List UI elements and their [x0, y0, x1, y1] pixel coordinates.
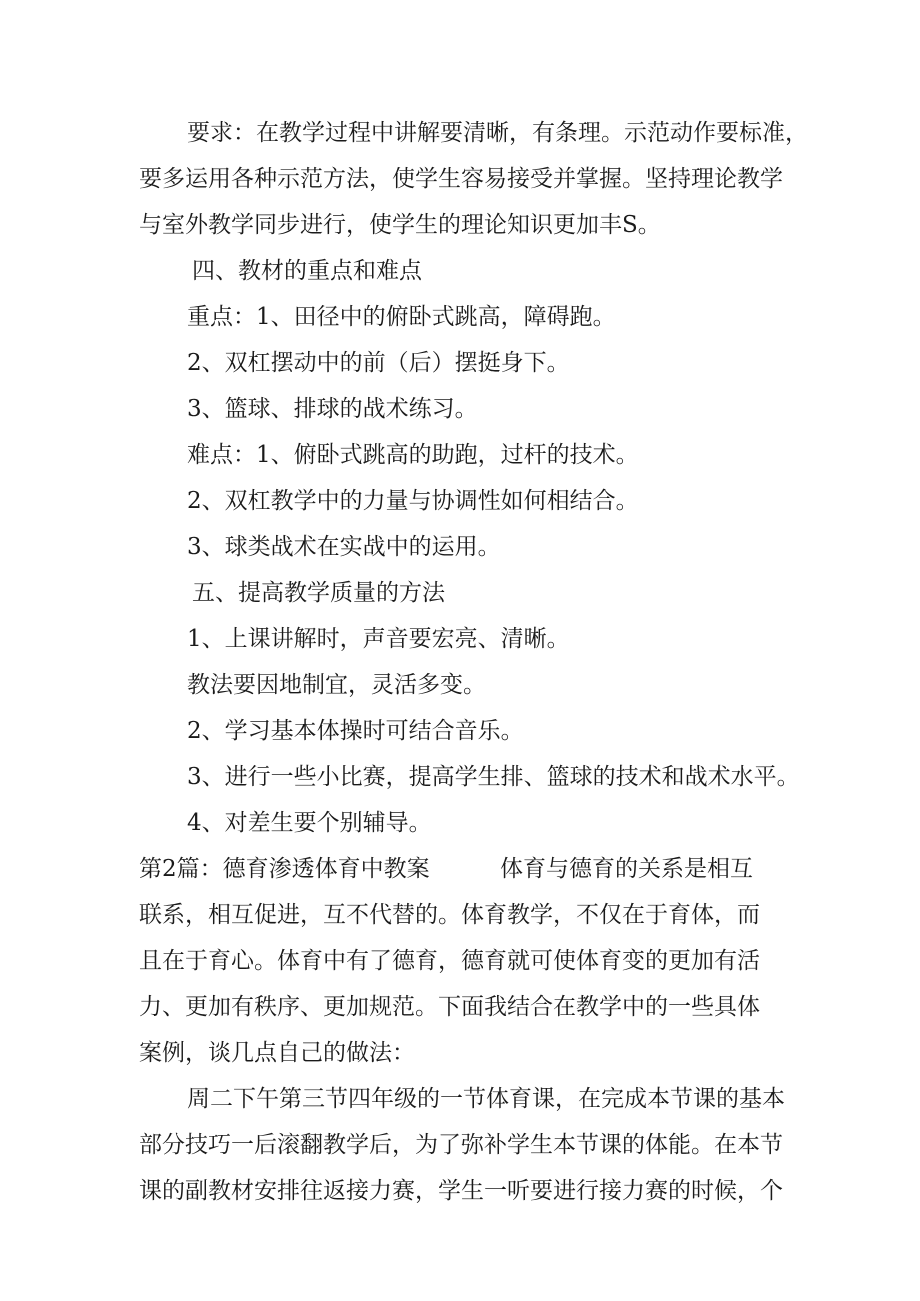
paragraph-line: 与室外教学同步进行，使学生的理论知识更加丰S。	[139, 212, 661, 238]
key-point-line: 重点：1、田径中的俯卧式跳高，障碍跑。	[187, 304, 616, 330]
paragraph-line: 要求：在教学过程中讲解要清晰，有条理。示范动作要标准，	[187, 120, 808, 146]
paragraph-line: 案例，谈几点自己的做法：	[139, 1040, 415, 1066]
difficulty-line: 难点：1、俯卧式跳高的助跑，过杆的技术。	[187, 442, 639, 468]
method-line: 2、学习基本体操时可结合音乐。	[187, 718, 524, 744]
section-heading: 四、教材的重点和难点	[192, 258, 422, 284]
section-heading: 五、提高教学质量的方法	[192, 580, 445, 606]
difficulty-line: 3、球类战术在实战中的运用。	[187, 534, 501, 560]
paragraph-line: 力、更加有秩序、更加规范。下面我结合在教学中的一些具体	[139, 994, 760, 1020]
paragraph-line: 体育与德育的关系是相互	[500, 856, 753, 882]
article-title: 第2篇：德育渗透体育中教案	[139, 856, 430, 882]
difficulty-line: 2、双杠教学中的力量与协调性如何相结合。	[187, 488, 639, 514]
paragraph-line: 部分技巧一后滚翻教学后，为了弥补学生本节课的体能。在本节	[139, 1132, 783, 1158]
paragraph-line: 联系，相互促进，互不代替的。体育教学，不仅在于育体，而	[139, 902, 760, 928]
paragraph-line: 且在于育心。体育中有了德育，德育就可使体育变的更加有活	[139, 948, 760, 974]
method-line: 教法要因地制宜，灵活多变。	[187, 672, 486, 698]
paragraph-line: 周二下午第三节四年级的一节体育课，在完成本节课的基本	[187, 1086, 785, 1112]
method-line: 4、对差生要个别辅导。	[187, 810, 432, 836]
method-line: 3、进行一些小比赛，提高学生排、篮球的技术和战术水平。	[187, 764, 800, 790]
method-line: 1、上课讲解时，声音要宏亮、清晰。	[187, 626, 570, 652]
paragraph-line: 课的副教材安排往返接力赛，学生一听要进行接力赛的时候，个	[139, 1178, 783, 1204]
key-point-line: 2、双杠摆动中的前（后）摆挺身下。	[187, 350, 570, 376]
paragraph-line: 要多运用各种示范方法，使学生容易接受并掌握。坚持理论教学	[139, 166, 783, 192]
key-point-line: 3、篮球、排球的战术练习。	[187, 396, 478, 422]
